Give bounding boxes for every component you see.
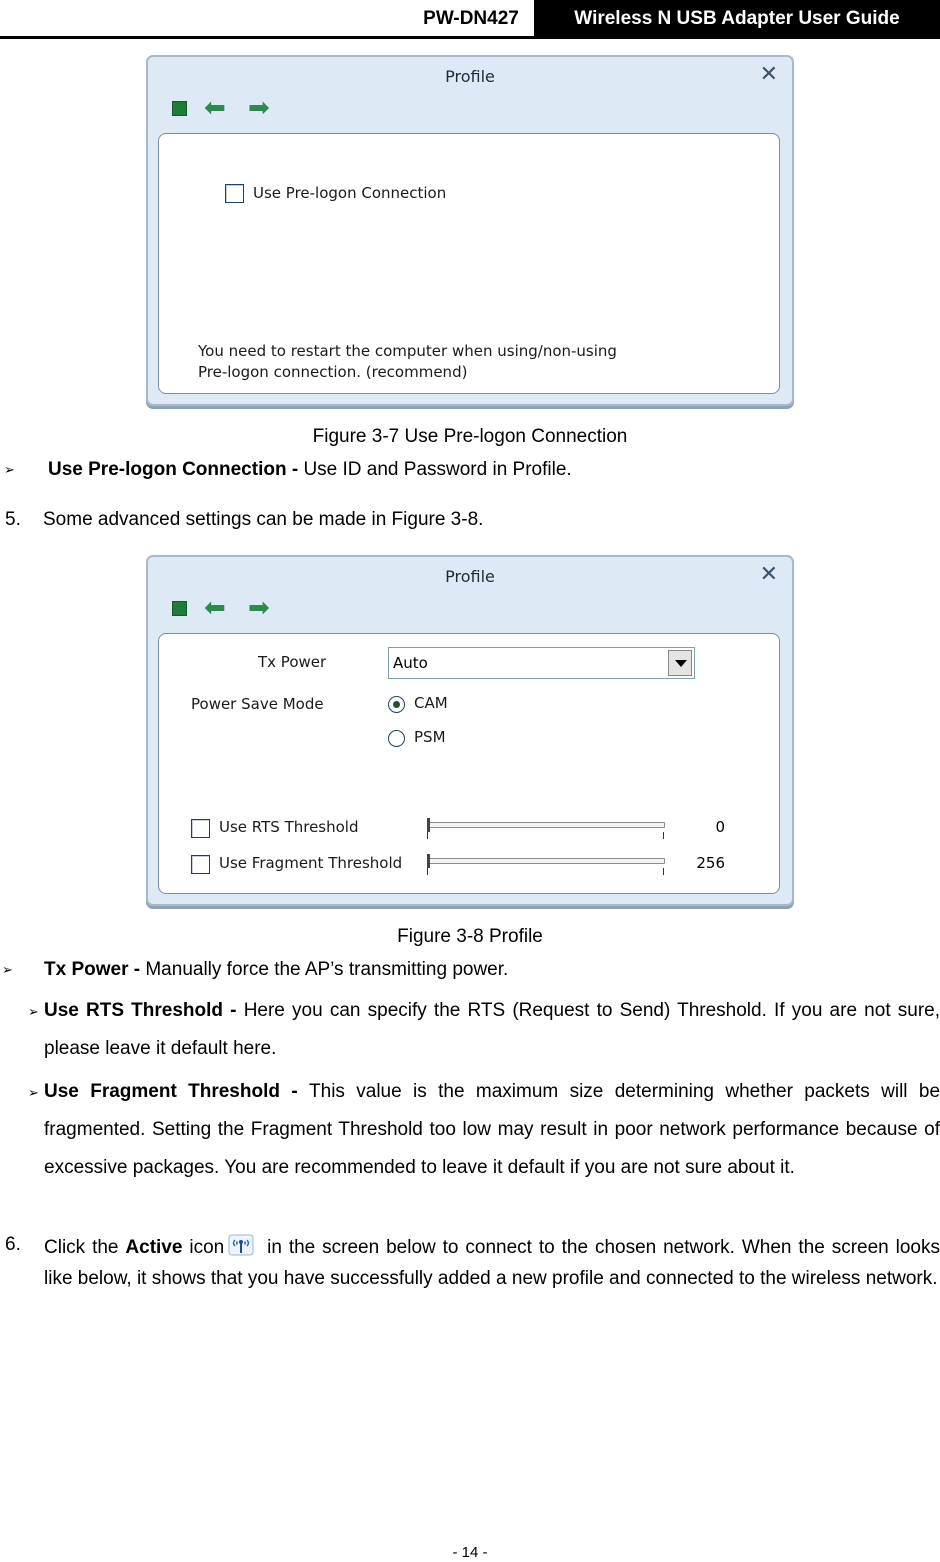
bullet-arrow-icon: ➢ xyxy=(2,962,13,977)
prelogon-checkbox-label: Use Pre-logon Connection xyxy=(253,184,447,202)
header-rule xyxy=(0,36,940,39)
close-icon[interactable]: ✕ xyxy=(759,62,778,87)
bullet-prelogon xyxy=(48,451,928,489)
bullet-tx-term: Tx Power - xyxy=(44,959,146,980)
cam-radio[interactable] xyxy=(388,696,405,713)
power-save-label: Power Save Mode xyxy=(191,695,324,713)
step6-post: in the screen below to connect to the chosen network. When the screen looks like below, it shows that you have successfully added a new profile and connected to the wireless network. xyxy=(44,1237,940,1289)
bullet-tx-power xyxy=(44,951,940,989)
bullet-rts xyxy=(44,992,940,1068)
step5-number: 5. xyxy=(5,509,21,530)
forward-arrow-icon[interactable]: ➡ xyxy=(248,93,270,123)
window-title: Profile xyxy=(445,567,495,586)
fragment-slider-tick-min xyxy=(427,868,428,875)
fragment-slider-thumb[interactable] xyxy=(427,854,430,868)
rts-checkbox[interactable] xyxy=(191,819,210,838)
forward-arrow-icon[interactable]: ➡ xyxy=(248,593,270,623)
back-arrow-icon[interactable]: ⬅ xyxy=(204,93,226,123)
tx-power-value: Auto xyxy=(393,654,428,672)
bullet-frag-desc: This value is the maximum size determining whether packets will be fragmented. Setting the Fragment Threshold too low may result in poor network performance because of excessive packages. You are recommended to leave it default if you are not sure about it. xyxy=(44,1081,940,1178)
rts-slider-tick-max xyxy=(663,832,664,839)
step6-active-term: Active xyxy=(125,1237,183,1258)
bullet-rts-desc: Here you can specify the RTS (Request to Send) Threshold. If you are not sure, please leave it default here. xyxy=(44,1000,940,1059)
bullet-fragment xyxy=(44,1073,940,1187)
window-body xyxy=(158,133,780,394)
bullet-rts-term: Use RTS Threshold - xyxy=(44,1000,244,1021)
bullet-arrow-icon: ➢ xyxy=(28,1004,39,1019)
page-number: - 14 - xyxy=(452,1544,488,1561)
psm-label: PSM xyxy=(414,728,446,746)
fragment-checkbox[interactable] xyxy=(191,855,210,874)
header-guide-title: Wireless N USB Adapter User Guide xyxy=(534,0,940,37)
step6-pre: Click the xyxy=(44,1237,126,1258)
fragment-slider[interactable] xyxy=(425,854,665,876)
fragment-value: 256 xyxy=(696,854,725,872)
prelogon-checkbox[interactable] xyxy=(225,184,244,203)
chevron-down-icon[interactable] xyxy=(668,650,692,676)
step5-text: Some advanced settings can be made in Figure 3-8. xyxy=(43,509,484,530)
bullet-prelogon-term: Use Pre-logon Connection - xyxy=(48,459,304,480)
rts-slider-track xyxy=(427,822,665,828)
fragment-label: Use Fragment Threshold xyxy=(219,854,403,872)
active-antenna-icon xyxy=(228,1234,254,1256)
fragment-slider-track xyxy=(427,858,665,864)
rts-label: Use RTS Threshold xyxy=(219,818,359,836)
cam-label: CAM xyxy=(414,694,448,712)
step6-number: 6. xyxy=(5,1234,21,1255)
step6-text xyxy=(44,1232,940,1294)
bullet-arrow-icon: ➢ xyxy=(4,462,15,477)
bullet-prelogon-desc: Use ID and Password in Profile. xyxy=(303,459,572,480)
back-arrow-icon[interactable]: ⬅ xyxy=(204,593,226,623)
figure-3-7-caption: Figure 3-7 Use Pre-logon Connection xyxy=(312,426,628,447)
profile-window-advanced xyxy=(146,555,794,906)
fragment-slider-tick-max xyxy=(663,868,664,875)
rts-slider-thumb[interactable] xyxy=(427,818,430,832)
window-title: Profile xyxy=(445,67,495,86)
window-body xyxy=(158,633,780,894)
stop-icon[interactable] xyxy=(172,101,187,116)
header-model: PW-DN427 xyxy=(423,8,519,29)
rts-slider[interactable] xyxy=(425,818,665,840)
restart-note-line1: You need to restart the computer when using/non-using xyxy=(198,342,617,360)
close-icon[interactable]: ✕ xyxy=(759,562,778,587)
psm-radio[interactable] xyxy=(388,730,405,747)
restart-note-line2: Pre-logon connection. (recommend) xyxy=(198,363,468,381)
bullet-tx-desc: Manually force the AP’s transmitting power. xyxy=(145,959,509,980)
tx-power-select[interactable] xyxy=(388,647,695,679)
tx-power-label: Tx Power xyxy=(258,653,327,671)
figure-3-8-caption: Figure 3-8 Profile xyxy=(397,926,543,947)
profile-window-prelogon xyxy=(146,55,794,406)
bullet-arrow-icon: ➢ xyxy=(28,1085,39,1100)
step6-mid: icon xyxy=(182,1237,225,1258)
bullet-frag-term: Use Fragment Threshold - xyxy=(44,1081,310,1102)
stop-icon[interactable] xyxy=(172,601,187,616)
rts-slider-tick-min xyxy=(427,832,428,839)
rts-value: 0 xyxy=(715,818,725,836)
